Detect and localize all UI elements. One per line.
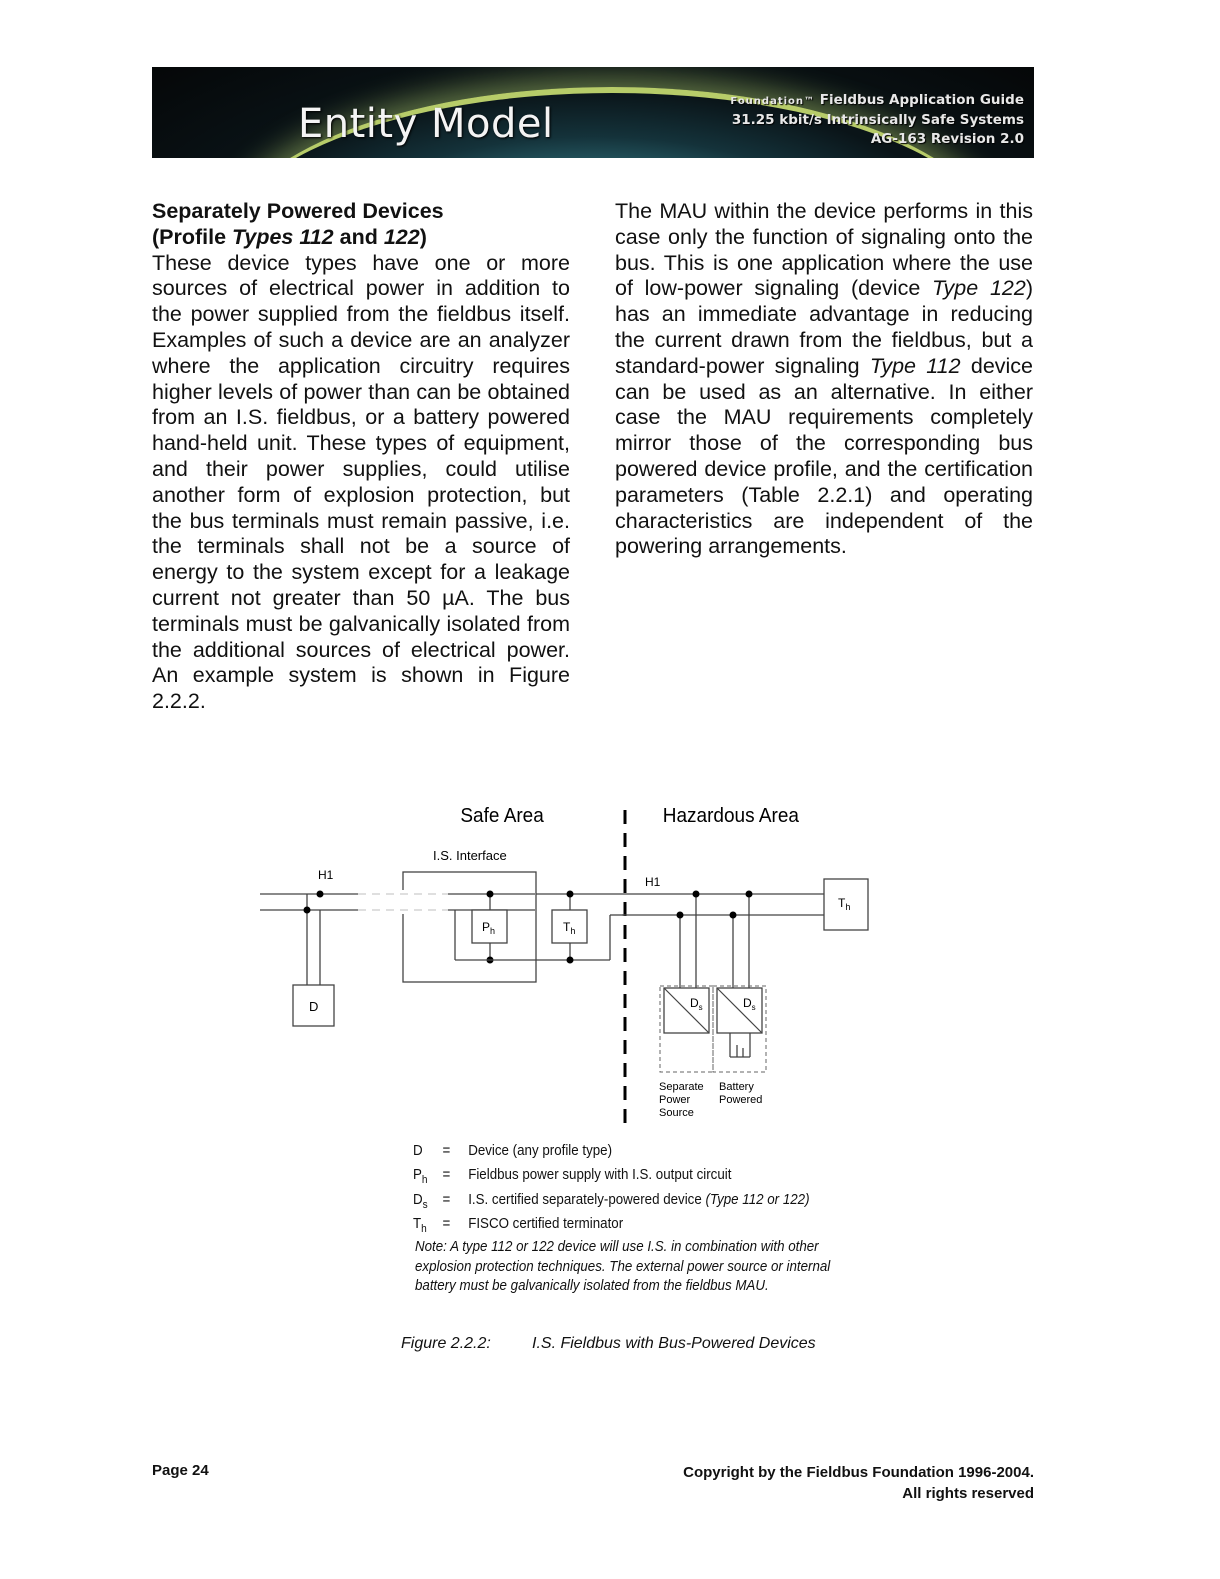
- battery-powered-label: Battery Powered: [719, 1081, 763, 1106]
- left-column: [152, 199, 570, 715]
- section-heading-line1: Separately Powered Devices: [152, 199, 444, 223]
- figure-number: Figure 2.2.2:: [401, 1335, 491, 1352]
- legend-symbol: $P_h$: [413, 1167, 428, 1187]
- th-label-safe: $T_h$: [563, 920, 576, 936]
- ph-label: $P_h$: [482, 920, 496, 936]
- diagram-legend: [413, 1142, 810, 1240]
- h1-label-right: H1: [645, 875, 661, 889]
- right-body-part2: ) has an immediate advantage in reducing the current drawn from the fieldbus, but a standard-power signaling: [615, 276, 1033, 378]
- fieldbus-diagram: [240, 795, 890, 1135]
- banner-subtitle: [730, 91, 1024, 149]
- right-body-part3: device can be used as an alternative. In either case the MAU requirements completely mirror those of the corresponding bus powered device profile, and the certification parameters (Table 2.2.1) and operating characteristics are independent of the powering arrangements.: [615, 353, 1034, 559]
- legend-description: I.S. certified separately-powered device (Type 112 or 122): [468, 1191, 810, 1208]
- section-heading-line2: (Profile Types 112 and 122): [152, 224, 427, 249]
- legend-row: [413, 1191, 810, 1215]
- ds2-label: $D_s$: [743, 996, 756, 1012]
- ds1-node-a: [677, 912, 684, 919]
- legend-symbol: D: [413, 1143, 423, 1159]
- ds2-node-a: [730, 912, 737, 919]
- copyright-line2: All rights reserved: [902, 1485, 1034, 1502]
- legend-description: FISCO certified terminator: [468, 1216, 624, 1233]
- copyright-line1: Copyright by the Fieldbus Foundation 1996-2004.: [683, 1464, 1034, 1481]
- battery-icon: [730, 1033, 750, 1057]
- ds1-label: $D_s$: [690, 996, 703, 1012]
- banner-subtitle-line2: 31.25 kbit/s Intrinsically Safe Systems: [731, 112, 1024, 128]
- ds1-node-b: [693, 891, 700, 898]
- header-banner: [152, 67, 1034, 158]
- right-body-italic2: Type 112: [869, 353, 961, 378]
- separate-power-label: Separate Power Source: [659, 1081, 704, 1119]
- th-safe-node-bottom: [567, 957, 574, 964]
- is-interface-label: I.S. Interface: [433, 848, 507, 863]
- legend-symbol: $T_h$: [413, 1216, 427, 1236]
- legend-row: [413, 1166, 810, 1190]
- banner-subtitle-line1: Foundation™ Fieldbus Application Guide: [730, 92, 1024, 108]
- right-column: [615, 199, 1033, 560]
- legend-symbol: $D_s$: [413, 1191, 428, 1211]
- d-node-b: [317, 891, 324, 898]
- th-label-end: $T_h$: [838, 896, 851, 912]
- legend-equals: =: [442, 1191, 451, 1208]
- legend-description: Fieldbus power supply with I.S. output circuit: [468, 1167, 732, 1184]
- legend-equals: =: [442, 1167, 451, 1184]
- device-d-label: D: [309, 999, 319, 1014]
- left-body-paragraph: These device types have one or more sources of electrical power in addition to the power supplied from the fieldbus itself. Examples of such a device are an analyzer where the application circuitry requires higher levels of power than can be obtained from an I.S. fieldbus, or a battery powered hand-held unit. These types of equipment, and their power supplies, could utilise another form of explosion protection, but the bus terminals must remain passive, i.e. the terminals shall not be a source of energy to the system except for a leakage current not greater than 50 µA. The bus terminals must be galvanically isolated from the additional sources of electrical power. An example system is shown in Figure 2.2.2.: [152, 250, 570, 714]
- legend-row: [413, 1142, 810, 1166]
- ph-node-top: [487, 891, 494, 898]
- ds2-node-b: [746, 891, 753, 898]
- legend-equals: =: [442, 1143, 451, 1159]
- page-number: Page 24: [152, 1462, 209, 1479]
- th-safe-node-top: [567, 891, 574, 898]
- d-node-a: [304, 907, 311, 914]
- figure-title: I.S. Fieldbus with Bus-Powered Devices: [532, 1335, 816, 1352]
- right-body-italic1: Type 122: [932, 276, 1026, 301]
- banner-title: Entity Model: [298, 101, 554, 147]
- legend-description: Device (any profile type): [468, 1143, 613, 1159]
- copyright: [683, 1462, 1034, 1504]
- legend-equals: =: [442, 1216, 451, 1233]
- safe-area-label: Safe Area: [460, 804, 544, 828]
- h1-label-left: H1: [318, 868, 334, 882]
- hazardous-area-label: Hazardous Area: [662, 804, 799, 828]
- banner-subtitle-line3: AG-163 Revision 2.0: [870, 131, 1024, 147]
- is-interface-box: [403, 872, 536, 982]
- diagram-note: Note: A type 112 or 122 device will use I.S. in combination with other explosion protection techniques. The external power source or internal battery must be galvanically isolated from the fieldbus MAU.: [415, 1239, 831, 1294]
- legend-row: [413, 1215, 810, 1239]
- right-body-part1: The MAU within the device performs in this case only the function of signaling onto the bus. This is one application where the use of low-power signaling (device: [615, 199, 1033, 301]
